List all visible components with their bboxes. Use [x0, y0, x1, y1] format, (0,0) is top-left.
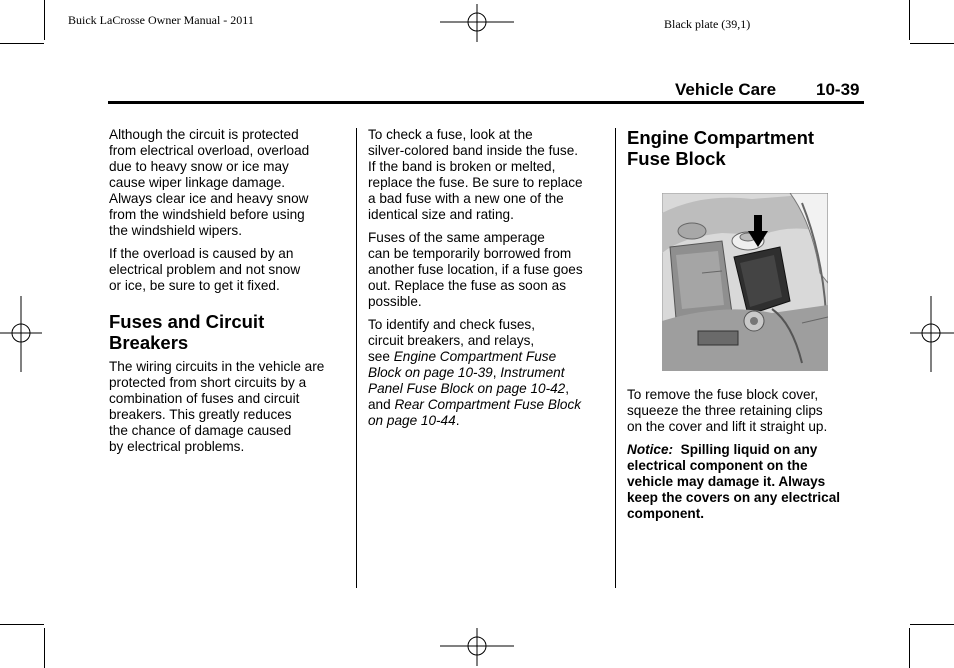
text-line: or ice, be sure to get it fixed.: [109, 278, 280, 293]
text-line: [368, 349, 608, 365]
column-3: [627, 127, 867, 175]
column-2: [368, 127, 608, 436]
text-line: component.: [627, 506, 705, 521]
registration-mark-left: [0, 296, 42, 372]
xref-link-rear-fuse-block[interactable]: on page 10-44: [368, 413, 456, 428]
text-run: and: [368, 397, 395, 412]
text-line: cause wiper linkage damage.: [109, 175, 286, 190]
text-line: another fuse location, if a fuse goes: [368, 262, 583, 277]
crop-mark: [0, 43, 44, 44]
crop-mark: [909, 0, 910, 40]
text-line: [368, 397, 608, 413]
registration-mark-top: [440, 4, 514, 42]
column-3-body: [627, 387, 867, 529]
text-line: If the overload is caused by an: [109, 246, 294, 261]
header-rule: [108, 101, 864, 104]
text-line: can be temporarily borrowed from: [368, 246, 572, 261]
text-line: To identify and check fuses,: [368, 317, 535, 332]
registration-mark-right: [910, 296, 954, 372]
heading-line: Fuses and Circuit: [109, 311, 265, 332]
text-line: Although the circuit is protected: [109, 127, 299, 142]
crop-mark: [44, 628, 45, 668]
text-run: ,: [492, 365, 501, 380]
text-run: see: [368, 349, 394, 364]
paragraph: [627, 387, 867, 435]
text-line: on the cover and lift it straight up.: [627, 419, 828, 434]
paragraph: [109, 127, 349, 239]
paragraph: [109, 246, 349, 294]
section-heading-engine-fuse-block: [627, 127, 867, 169]
xref-link-engine-fuse-block[interactable]: Block on page 10-39: [368, 365, 493, 380]
print-header-plate: Black plate (39,1): [664, 17, 751, 31]
text-line: [368, 365, 608, 381]
column-divider: [356, 128, 357, 588]
text-line: the chance of damage caused: [109, 423, 292, 438]
text-line: electrical component on the: [627, 458, 808, 473]
text-line: Fuses of the same amperage: [368, 230, 545, 245]
text-line: Always clear ice and heavy snow: [109, 191, 309, 206]
text-line: silver-colored band inside the fuse.: [368, 143, 579, 158]
text-line: circuit breakers, and relays,: [368, 333, 535, 348]
text-line: from the windshield before using: [109, 207, 305, 222]
paragraph: [368, 230, 608, 310]
text-line: due to heavy snow or ice may: [109, 159, 289, 174]
text-line: To check a fuse, look at the: [368, 127, 533, 142]
crop-mark: [909, 628, 910, 668]
section-heading-fuses: [109, 311, 349, 353]
crop-mark: [910, 43, 954, 44]
heading-line: Engine Compartment: [627, 127, 815, 148]
text-line: To remove the fuse block cover,: [627, 387, 819, 402]
text-line: out. Replace the fuse as soon as: [368, 278, 566, 293]
notice-label: Notice:: [627, 442, 674, 457]
text-line: combination of fuses and circuit: [109, 391, 300, 406]
text-line: vehicle may damage it. Always: [627, 474, 826, 489]
paragraph: [368, 317, 608, 429]
page-number: 10-39: [816, 80, 860, 99]
text-line: the windshield wipers.: [109, 223, 242, 238]
heading-line: Fuse Block: [627, 148, 726, 169]
crop-mark: [44, 0, 45, 40]
column-divider: [615, 128, 616, 588]
paragraph: [368, 127, 608, 223]
xref-link-engine-fuse-block[interactable]: Engine Compartment Fuse: [393, 349, 557, 364]
paragraph: [109, 359, 349, 455]
crop-mark: [910, 624, 954, 625]
text-run: .: [455, 413, 460, 428]
text-line: squeeze the three retaining clips: [627, 403, 823, 418]
section-title: Vehicle Care: [675, 80, 777, 99]
crop-mark: [0, 624, 44, 625]
text-line: identical size and rating.: [368, 207, 514, 222]
xref-link-instrument-panel-fuse-block[interactable]: Panel Fuse Block on page 10-42: [368, 381, 566, 396]
xref-link-rear-fuse-block[interactable]: Rear Compartment Fuse Block: [394, 397, 582, 412]
text-line: possible.: [368, 294, 422, 309]
text-line: [368, 413, 608, 429]
text-line: [627, 442, 867, 458]
text-line: from electrical overload, overload: [109, 143, 310, 158]
text-line: keep the covers on any electrical: [627, 490, 841, 505]
text-run: Spilling liquid on any: [673, 442, 818, 457]
column-1: [109, 127, 349, 462]
text-line: [368, 381, 608, 397]
text-line: If the band is broken or melted,: [368, 159, 556, 174]
engine-compartment-photo: [662, 193, 828, 371]
heading-line: Breakers: [109, 332, 189, 353]
text-line: replace the fuse. Be sure to replace: [368, 175, 583, 190]
text-line: The wiring circuits in the vehicle are: [109, 359, 325, 374]
text-line: breakers. This greatly reduces: [109, 407, 292, 422]
text-line: a bad fuse with a new one of the: [368, 191, 564, 206]
text-line: electrical problem and not snow: [109, 262, 301, 277]
print-header-title: Buick LaCrosse Owner Manual - 2011: [68, 13, 254, 27]
registration-mark-bottom: [440, 628, 514, 666]
text-run: ,: [565, 381, 570, 396]
text-line: by electrical problems.: [109, 439, 245, 454]
xref-link-instrument-panel-fuse-block[interactable]: Instrument: [500, 365, 565, 380]
text-line: protected from short circuits by a: [109, 375, 307, 390]
notice-paragraph: [627, 442, 867, 522]
